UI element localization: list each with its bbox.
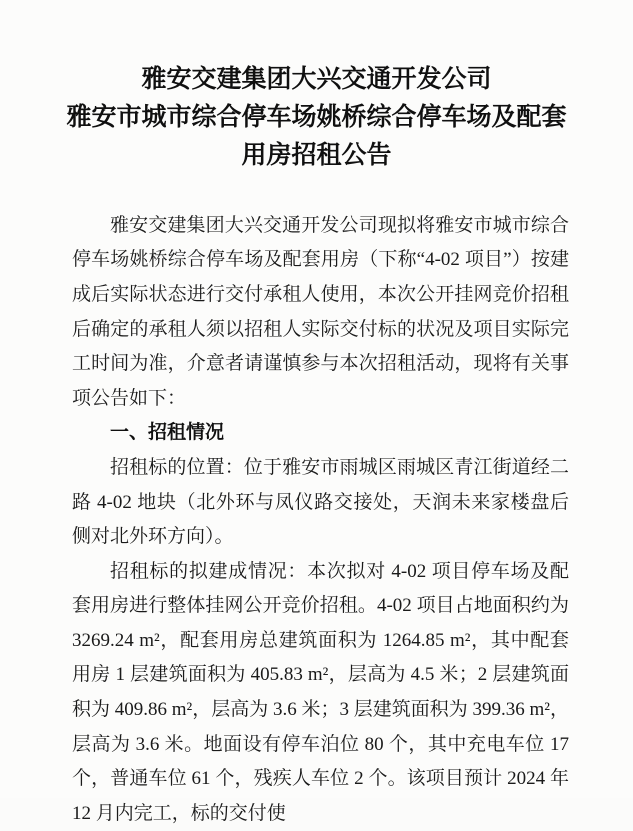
document-title-company: 雅安交建集团大兴交通开发公司 bbox=[141, 65, 492, 93]
document-body bbox=[72, 209, 569, 831]
section-heading-rental-overview: 一、招租情况 bbox=[110, 422, 225, 444]
built-status-paragraph: 招租标的拟建成情况：本次拟对 4-02 项目停车场及配套用房进行整体挂网公开竞价招租。4-02 项目占地面积约为 3269.24 m²，配套用房总建筑面积为 1264.85 m²，其中配套用房 1 层建筑面积为 405.83 m²，层高为 4.5 米；2 层建筑面积为 409.86 m²，层高为 3.6 米；3 层建筑面积为 399.36 m²，层高为 3.6 米。地面设有停车泊位 80 个，其中充电车位 17 个，普通车位 61 个，残疾人车位 2 个。该项目预计 2024 年 12 月内完工，标的交付使 bbox=[72, 560, 569, 824]
document-title-subject: 雅安市城市综合停车场姚桥综合停车场及配套用房招租公告 bbox=[66, 103, 567, 169]
location-paragraph: 招租标的位置：位于雅安市雨城区雨城区青江街道经二路 4-02 地块（北外环与凤仪路交接处，天润未来家楼盘后侧对北外环方向）。 bbox=[72, 456, 569, 548]
intro-paragraph: 雅安交建集团大兴交通开发公司现拟将雅安市城市综合停车场姚桥综合停车场及配套用房（下称“4-02 项目”）按建成后实际状态进行交付承租人使用，本次公开挂网竞价招租后确定的承租人须以招租人实际交付标的状况及项目实际完工时间为准，介意者请谨慎参与本次招租活动，现将有关事项公告如下： bbox=[72, 214, 569, 409]
document-title bbox=[0, 61, 633, 175]
